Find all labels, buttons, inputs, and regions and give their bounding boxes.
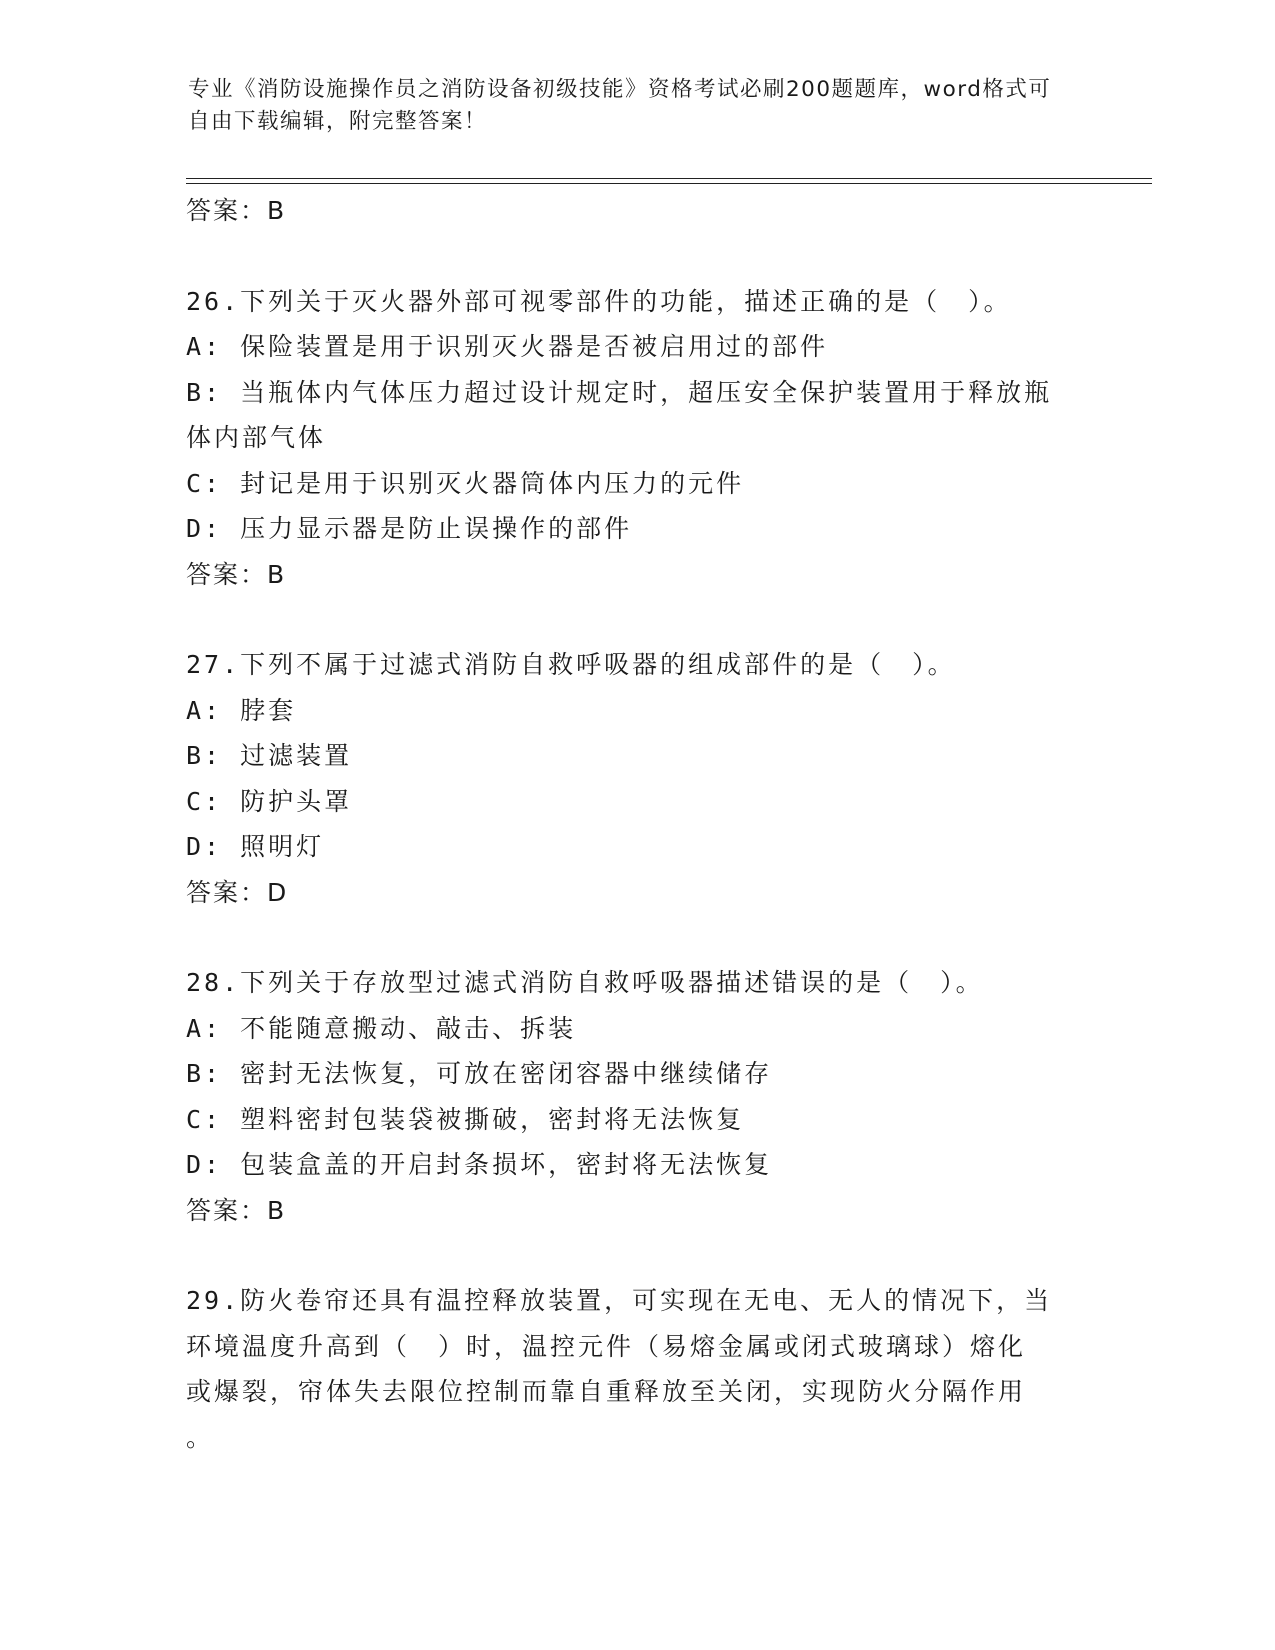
question-stem-continued: 或爆裂，帘体失去限位控制而靠自重释放至关闭，实现防火分隔作用: [186, 1377, 1027, 1406]
question-block: [186, 279, 1086, 598]
question-stem-continued: 环境温度升高到（ ）时，温控元件（易熔金属或闭式玻璃球）熔化: [186, 1331, 1027, 1361]
option-b: B: 当瓶体内气体压力超过设计规定时，超压安全保护装置用于释放瓶: [186, 377, 1053, 407]
answer-label: 答案：B: [186, 1195, 287, 1225]
option-d: D: 包装盒盖的开启封条损坏，密封将无法恢复: [186, 1150, 773, 1179]
option-c: C: 塑料密封包装袋被撕破，密封将无法恢复: [186, 1104, 745, 1134]
question-stem-continued: 。: [186, 1422, 215, 1452]
spacer: [186, 234, 1086, 279]
spacer: [186, 597, 1086, 642]
spacer: [186, 915, 1086, 960]
answer-label: 答案：D: [186, 877, 289, 907]
previous-answer: 答案：B: [186, 196, 287, 225]
question-block: [186, 960, 1086, 1233]
option-a: A: 脖套: [186, 695, 297, 725]
answer-label: 答案：B: [186, 559, 287, 589]
question-stem: 29.防火卷帘还具有温控释放装置，可实现在无电、无人的情况下，当: [186, 1286, 1053, 1315]
option-b: B: 过滤装置: [186, 741, 353, 770]
option-a: A: 不能随意搬动、敲击、拆装: [186, 1013, 577, 1043]
spacer: [186, 1233, 1086, 1278]
option-b: B: 密封无法恢复，可放在密闭容器中继续储存: [186, 1059, 773, 1088]
question-content: [186, 188, 1086, 1460]
question-stem: 27.下列不属于过滤式消防自救呼吸器的组成部件的是（ ）。: [186, 650, 956, 679]
page-header: 专业《消防设施操作员之消防设备初级技能》资格考试必刷200题题库，word格式可自由下载编辑，附完整答案！: [188, 77, 1052, 134]
question-block: [186, 1278, 1086, 1460]
header-rule-top: [186, 178, 1152, 179]
option-c: C: 封记是用于识别灭火器筒体内压力的元件: [186, 468, 745, 498]
question-stem: 28.下列关于存放型过滤式消防自救呼吸器描述错误的是（ ）。: [186, 968, 984, 997]
option-a: A: 保险装置是用于识别灭火器是否被启用过的部件: [186, 332, 829, 361]
header-rule-bottom: [186, 183, 1152, 184]
option-d: D: 照明灯: [186, 832, 325, 861]
question-stem: 26.下列关于灭火器外部可视零部件的功能，描述正确的是（ ）。: [186, 286, 1012, 316]
option-b-continued: 体内部气体: [186, 423, 327, 452]
question-block: [186, 642, 1086, 915]
option-c: C: 防护头罩: [186, 786, 353, 816]
option-d: D: 压力显示器是防止误操作的部件: [186, 514, 633, 543]
